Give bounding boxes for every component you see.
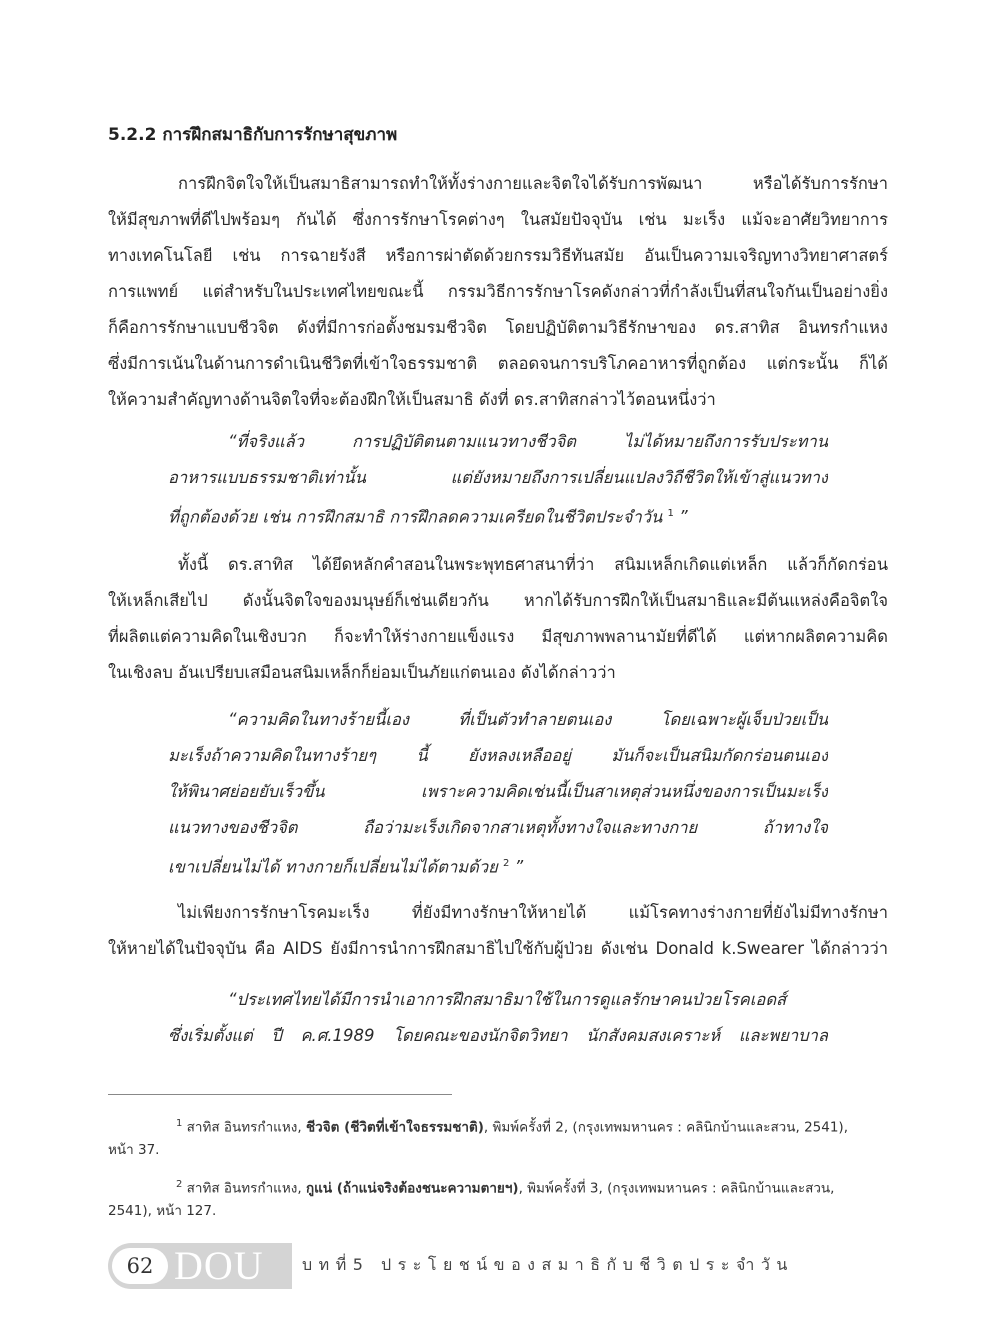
quote-close-mark: ” [679,507,688,527]
footnote-2 [108,1172,888,1224]
quote-line [168,496,828,532]
brand-logo: DOU [174,1243,264,1288]
footnote-line [108,1111,888,1137]
footnote-number: 2 [176,1179,183,1190]
footnote-line [108,1172,888,1198]
quote-line: อาหารแบบธรรมชาติเท่านั้น แต่ยังหมายถึงการเปลี่ยนแปลงวิถีชีวิตให้เข้าสู่แนวทาง [168,468,828,487]
paragraph-line: ก็คือการรักษาแบบชีวจิต ดังที่มีการก่อตั้งชมรมชีวจิต โดยปฏิบัติตามวิธีรักษาของ ดร.สาทิส อินทรกำแหง [108,318,888,337]
paragraph-line: ให้หายได้ในปัจจุบัน คือ AIDS ยังมีการนำการฝึกสมาธิไปใช้กับผู้ป่วย ดังเช่น Donald k.Swearer ได้กล่าวว่า [108,939,888,958]
footnote-author: สาทิส อินทรกำแหง, [186,1119,302,1136]
quote-3 [168,982,828,1054]
paragraph-1 [108,166,888,418]
quote-line [168,846,828,882]
quote-line: ซึ่งเริ่มตั้งแต่ ปี ค.ศ.1989 โดยคณะของนักจิตวิทยา นักสังคมสงเคราะห์ และพยาบาล [168,1026,828,1045]
footnote-details: , พิมพ์ครั้งที่ 2, (กรุงเทพมหานคร : คลินิกบ้านและสวน, 2541), [483,1119,848,1136]
quote-close-mark: ” [514,857,524,877]
paragraph-line: ไม่เพียงการรักษาโรคมะเร็ง ที่ยังมีทางรักษาให้หายได้ แม้โรคทางร่างกายที่ยังไม่มีทางรักษา [178,903,888,922]
chapter-title: บทที่5 ประโยชน์ของสมาธิกับชีวิตประจำวัน [302,1255,794,1274]
paragraph-line: ในเชิงลบ อันเปรียบเสมือนสนิมเหล็กก็ย่อมเป็นภัยแก่ตนเอง ดังได้กล่าวว่า [108,663,616,682]
paragraph-3 [108,895,888,967]
page-footer [108,1243,888,1289]
footnote-details: , พิมพ์ครั้งที่ 3, (กรุงเทพมหานคร : คลินิกบ้านและสวน, [518,1180,835,1197]
quote-line: “ที่จริงแล้ว การปฏิบัติตนตามแนวทางชีวจิต ไม่ได้หมายถึงการรับประทาน [228,432,828,451]
page-number: 62 [112,1248,168,1284]
paragraph-line: ให้ความสำคัญทางด้านจิตใจที่จะต้องฝึกให้เป็นสมาธิ ดังที่ ดร.สาทิสกล่าวไว้ตอนหนึ่งว่า [108,390,716,409]
quote-line: ให้พินาศย่อยยับเร็วขึ้น เพราะความคิดเช่นนี้เป็นสาเหตุส่วนหนึ่งของการเป็นมะเร็ง [168,782,828,801]
paragraph-line: ที่ผลิตแต่ความคิดในเชิงบวก ก็จะทำให้ร่างกายแข็งแรง มีสุขภาพพลานามัยที่ดีได้ แต่หากผลิตความคิด [108,627,888,646]
quote-1 [168,424,828,532]
footer-badge [108,1243,292,1289]
section-heading: 5.2.2 การฝึกสมาธิกับการรักษาสุขภาพ [108,125,398,145]
footnote-divider [108,1094,452,1095]
quote-text: ที่ถูกต้องด้วย เช่น การฝึกสมาธิ การฝึกลดความเครียดในชีวิตประจำวัน [168,507,663,527]
footnote-ref-1[interactable]: 1 [667,508,674,519]
paragraph-line: การแพทย์ แต่สำหรับในประเทศไทยขณะนี้ กรรมวิธีการรักษาโรคดังกล่าวที่กำลังเป็นที่สนใจกันเป็นอย่างยิ่ง [108,282,888,301]
paragraph-2 [108,547,888,691]
quote-line: แนวทางของชีวจิต ถือว่ามะเร็งเกิดจากสาเหตุทั้งทางใจและทางกาย ถ้าทางใจ [168,818,828,837]
quote-line: “ประเทศไทยได้มีการนำเอาการฝึกสมาธิมาใช้ในการดูแลรักษาคนป่วยโรคเอดส์ [228,990,787,1009]
quote-line: มะเร็งถ้าความคิดในทางร้ายๆ นี้ ยังหลงเหลืออยู่ มันก็จะเป็นสนิมกัดกร่อนตนเอง [168,746,828,765]
quote-line: “ความคิดในทางร้ายนี้เอง ที่เป็นตัวทำลายตนเอง โดยเฉพาะผู้เจ็บป่วยเป็น [228,710,828,729]
paragraph-line: การฝึกจิตใจให้เป็นสมาธิสามารถทำให้ทั้งร่างกายและจิตใจได้รับการพัฒนา หรือได้รับการรักษา [178,174,888,193]
quote-text: เขาเปลี่ยนไม่ได้ ทางกายก็เปลี่ยนไม่ได้ตามด้วย [168,857,498,877]
footnote-title: ชีวจิต (ชีวิตที่เข้าใจธรรมชาติ) [305,1119,484,1136]
footnote-line: หน้า 37. [108,1142,160,1158]
paragraph-line: ทั้งนี้ ดร.สาทิส ได้ยึดหลักคำสอนในพระพุทธศาสนาที่ว่า สนิมเหล็กเกิดแต่เหล็ก แล้วก็กัดกร่อน [178,555,888,574]
paragraph-line: ซึ่งมีการเน้นในด้านการดำเนินชีวิตที่เข้าใจธรรมชาติ ตลอดจนการบริโภคอาหารที่ถูกต้อง แต่กระนั้น ก็ได้ [108,354,888,373]
footnote-number: 1 [176,1118,183,1129]
footnote-author: สาทิส อินทรกำแหง, [186,1180,302,1197]
footnote-ref-2[interactable]: 2 [503,858,510,869]
paragraph-line: ทางเทคโนโลยี เช่น การฉายรังสี หรือการผ่าตัดด้วยกรรมวิธีทันสมัย อันเป็นความเจริญทางวิทยาศาสตร์ [108,246,888,265]
footnote-title: กูแน่ (ถ้าแน่จริงต้องชนะความตายฯ) [305,1180,519,1197]
quote-2 [168,702,828,882]
paragraph-line: ให้เหล็กเสียไป ดังนั้นจิตใจของมนุษย์ก็เช่นเดียวกัน หากได้รับการฝึกให้เป็นสมาธิและมีต้นแหล่งคือจิตใจ [108,591,888,610]
footnote-1 [108,1111,888,1163]
paragraph-line: ให้มีสุขภาพที่ดีไปพร้อมๆ กันได้ ซึ่งการรักษาโรคต่างๆ ในสมัยปัจจุบัน เช่น มะเร็ง แม้จะอาศัยวิทยาการ [108,210,888,229]
footnote-line: 2541), หน้า 127. [108,1203,217,1219]
